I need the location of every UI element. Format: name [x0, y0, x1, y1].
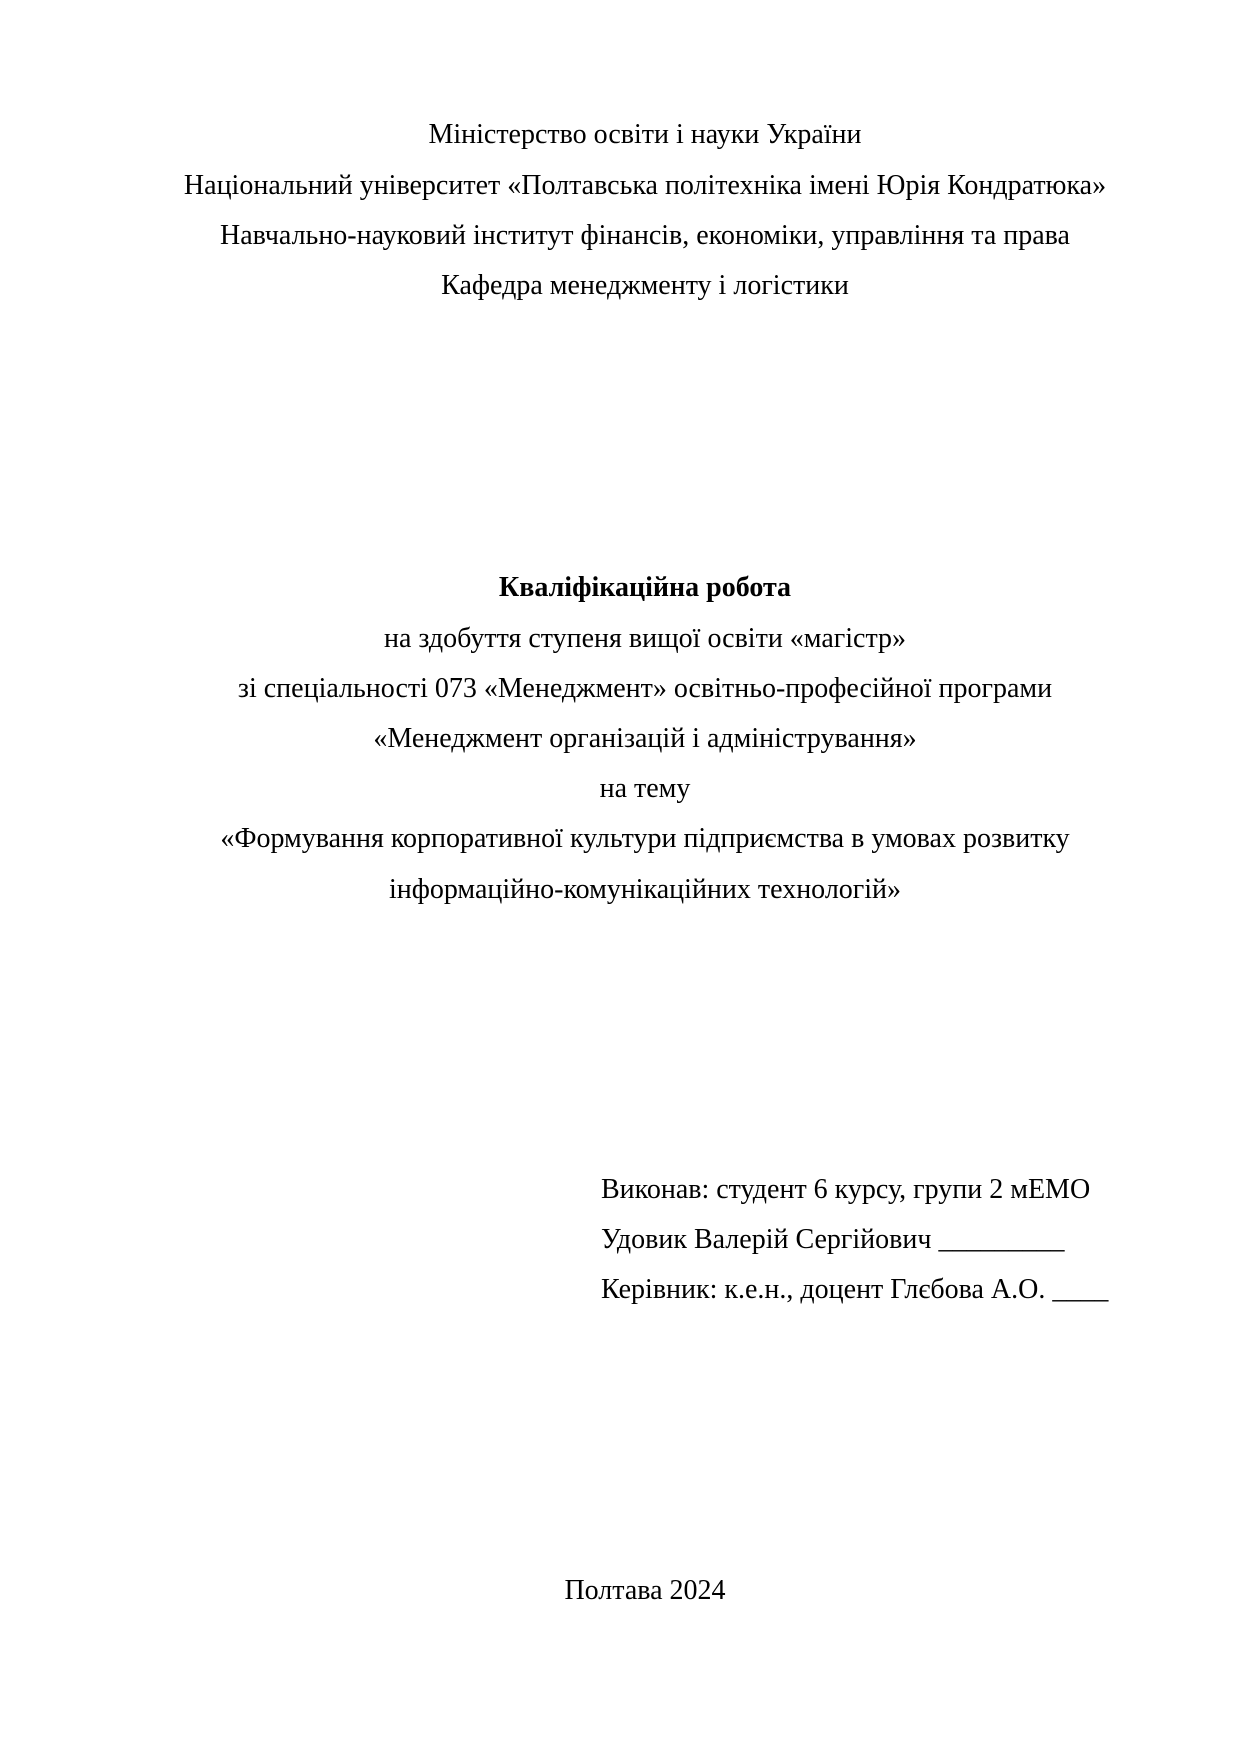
topic-line-2: інформаційно-комунікаційних технологій»: [388, 874, 902, 905]
department-name: Кафедра менеджменту і логістики: [441, 270, 849, 301]
ministry-name: Міністерство освіти і науки України: [428, 119, 862, 150]
performed-by-line: Виконав: студент 6 курсу, групи 2 мЕМО: [601, 1174, 1091, 1205]
program-line: «Менеджмент організацій і адміністрування»: [373, 723, 917, 754]
university-name: Національний університет «Полтавська політехніка імені Юрія Кондратюка»: [183, 170, 1107, 201]
degree-line: на здобуття ступеня вищої освіти «магістр»: [383, 623, 907, 654]
supervisor-line: Керівник: к.е.н., доцент Глєбова А.О. ____: [601, 1274, 1109, 1305]
student-name-line: Удовик Валерій Сергійович _________: [601, 1224, 1065, 1255]
specialty-line: зі спеціальності 073 «Менеджмент» освітньо-професійної програми: [237, 673, 1053, 704]
work-title: Кваліфікаційна робота: [498, 572, 792, 603]
topic-line-1: «Формування корпоративної культури підприємства в умовах розвитку: [220, 823, 1070, 854]
city-year: Полтава 2024: [564, 1575, 726, 1606]
topic-label: на тему: [599, 773, 691, 804]
institute-name: Навчально-науковий інститут фінансів, економіки, управління та права: [220, 220, 1070, 251]
